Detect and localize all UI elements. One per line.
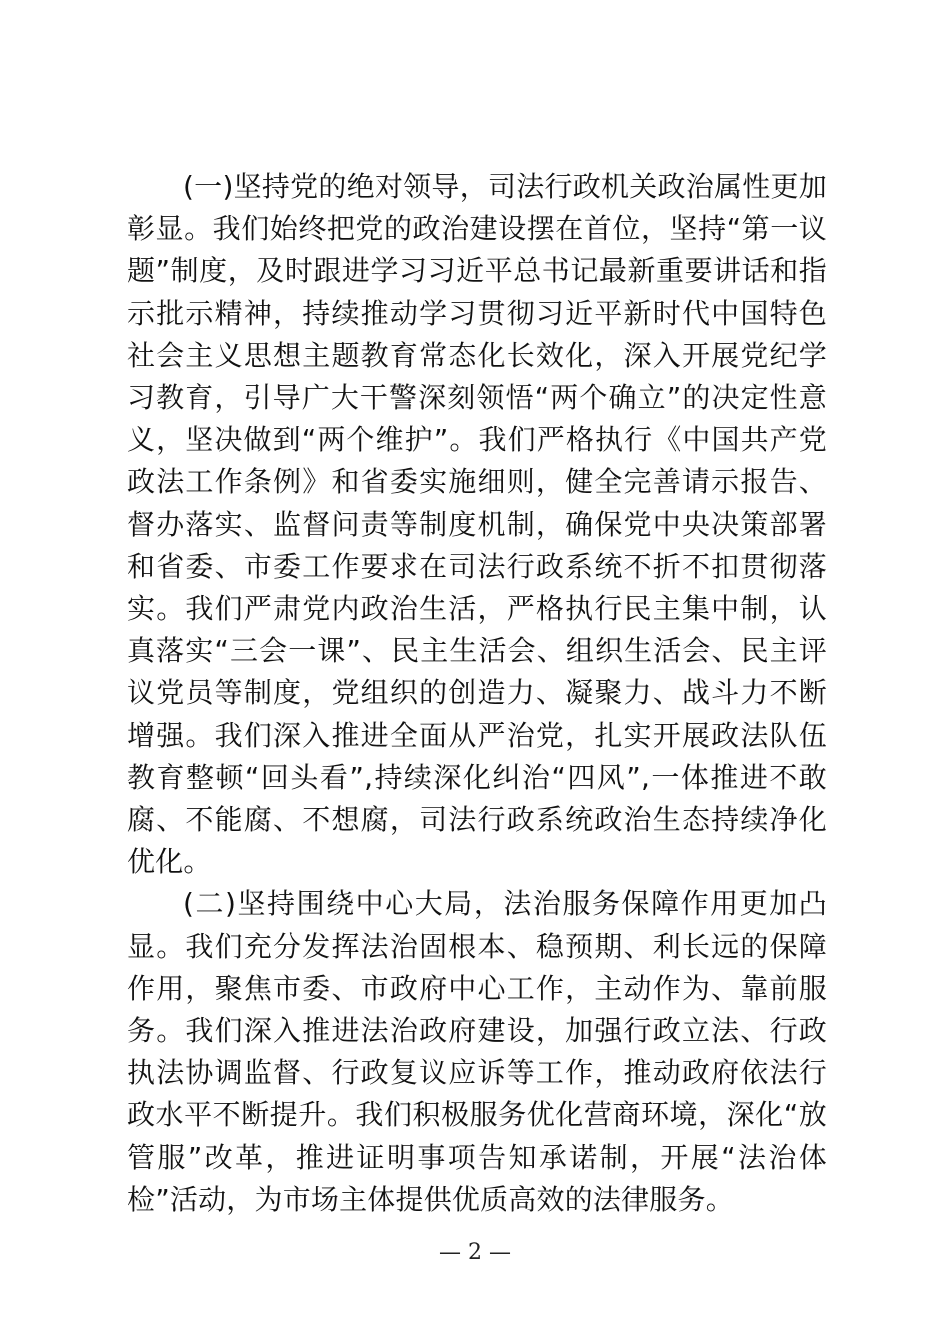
paragraph-1: (一)坚持党的绝对领导，司法行政机关政治属性更加彰显。我们始终把党的政治建设摆在首位，坚持“第一议题”制度，及时跟进学习习近平总书记最新重要讲话和指示批示精神，持续推动学习贯彻习近平新时代中国特色社会主义思想主题教育常态化长效化，深入开展党纪学习教育，引导广大干警深刻领悟“两个确立”的决定性意义，坚决做到“两个维护”。我们严格执行《中国共产党政法工作条例》和省委实施细则，健全完善请示报告、督办落实、监督问责等制度机制，确保党中央决策部署和省委、市委工作要求在司法行政系统不折不扣贯彻落实。我们严肃党内政治生活，严格执行民主集中制，认真落实“三会一课”、民主生活会、组织生活会、民主评议党员等制度，党组织的创造力、凝聚力、战斗力不断增强。我们深入推进全面从严治党，扎实开展政法队伍教育整顿“回头看”,持续深化纠治“四风”,一体推进不敢腐、不能腐、不想腐，司法行政系统政治生态持续净化优化。	[127, 170, 827, 879]
page-number: — 2 —	[439, 1240, 511, 1265]
body-text	[127, 166, 827, 1221]
paragraph-2: (二)坚持围绕中心大局，法治服务保障作用更加凸显。我们充分发挥法治固根本、稳预期、利长远的保障作用，聚焦市委、市政府中心工作，主动作为、靠前服务。我们深入推进法治政府建设，加强行政立法、行政执法协调监督、行政复议应诉等工作，推动政府依法行政水平不断提升。我们积极服务优化营商环境，深化“放管服”改革，推进证明事项告知承诺制，开展“法治体检”活动，为市场主体提供优质高效的法律服务。	[127, 887, 827, 1216]
